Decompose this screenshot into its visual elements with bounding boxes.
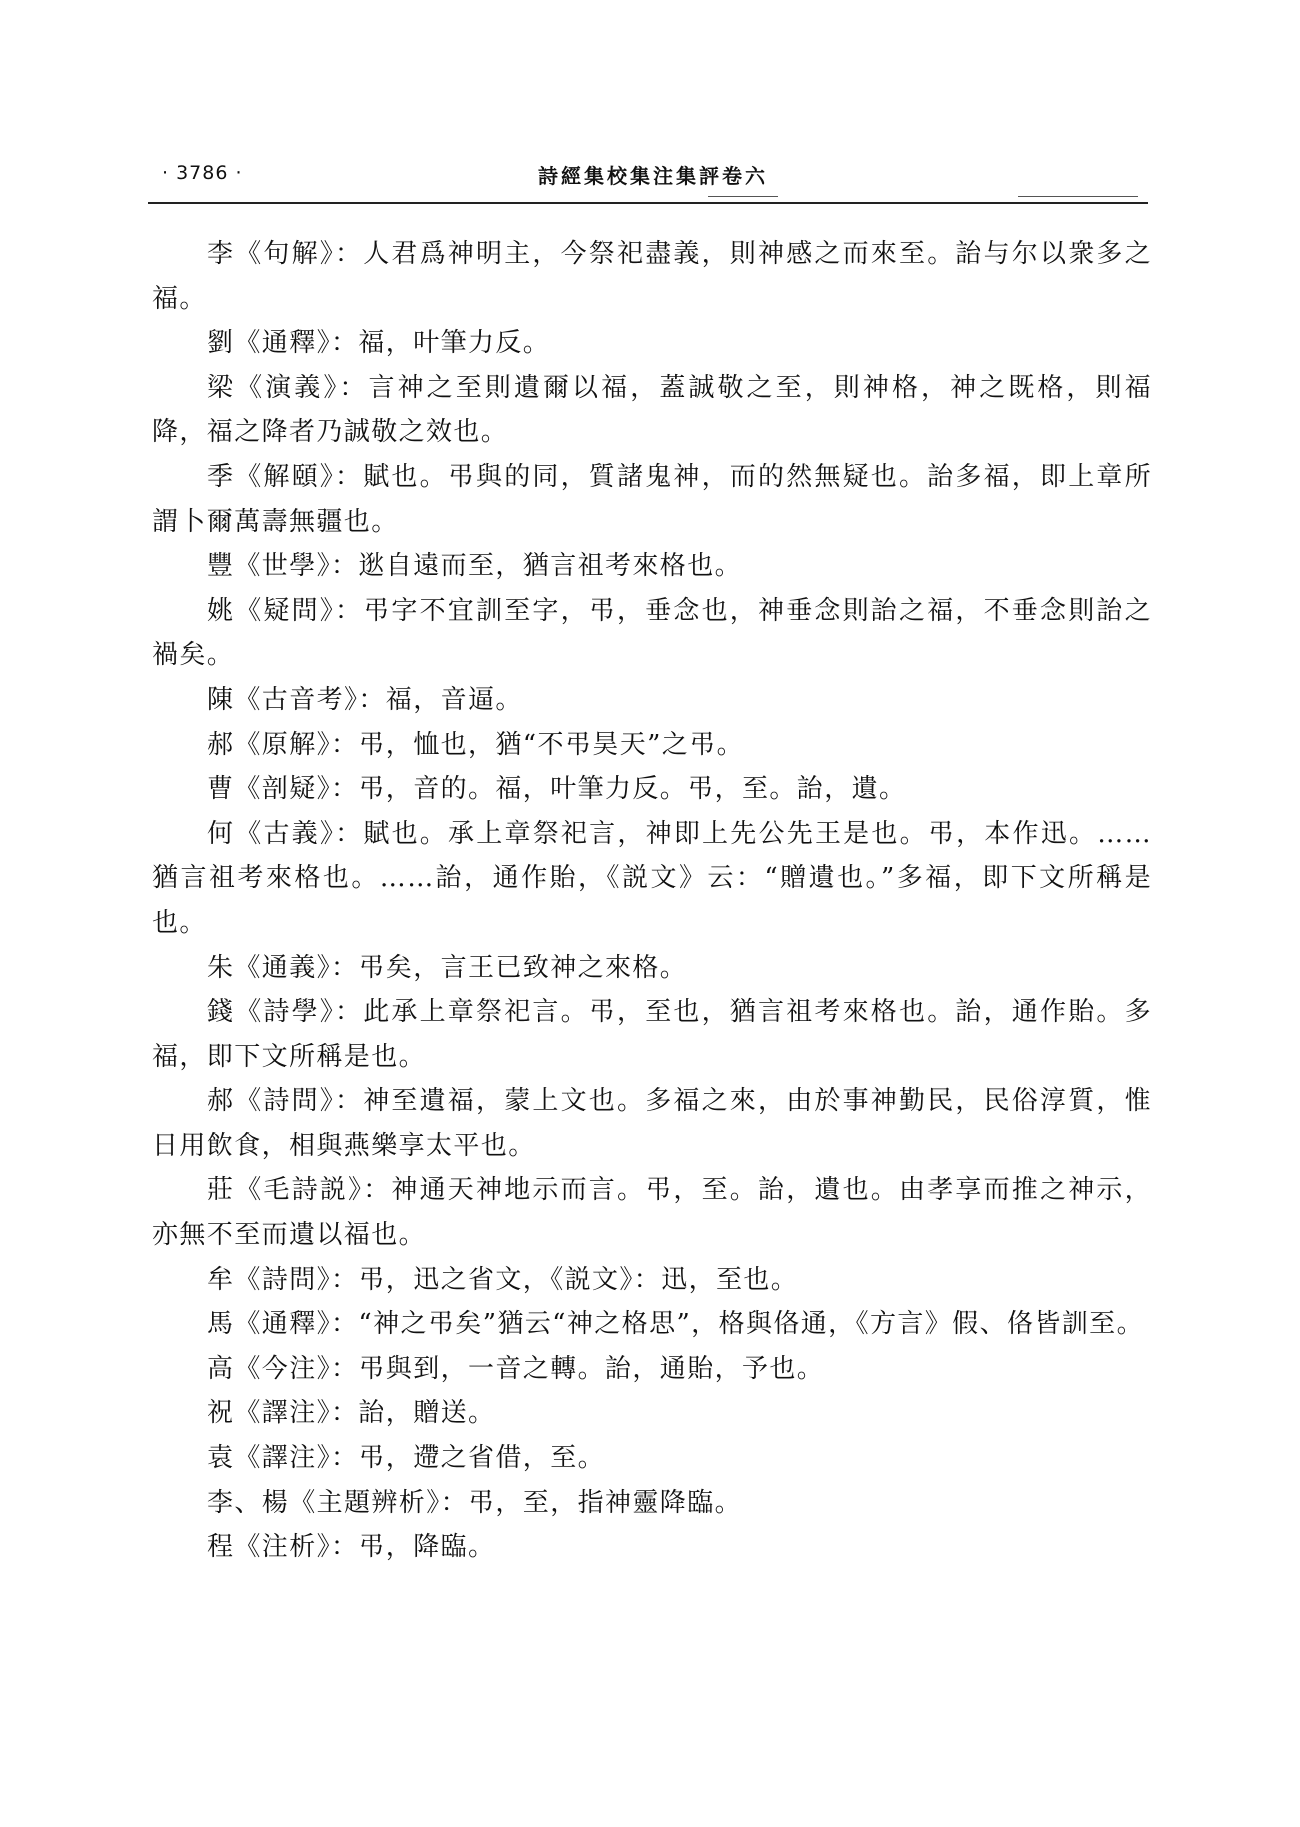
commentary-entry: 姚《疑問》：弔字不宜訓至字，弔，垂念也，神垂念則詒之福，不垂念則詒之禍矣。	[152, 595, 1152, 671]
commentary-entry: 程《注析》：弔，降臨。	[207, 1532, 496, 1563]
commentary-entry: 朱《通義》：弔矣，言王已致神之來格。	[207, 952, 688, 983]
commentary-entry: 豐《世學》：逖自遠而至，猶言祖考來格也。	[207, 551, 743, 582]
commentary-entry: 郝《原解》：弔，恤也，猶“不弔昊天”之弔。	[207, 729, 744, 760]
commentary-entry: 劉《通釋》：福，叶筆力反。	[207, 328, 551, 359]
commentary-entry: 祝《譯注》：詒，贈送。	[207, 1398, 496, 1429]
commentary-entry: 梁《演義》：言神之至則遺爾以福，蓋誠敬之至，則神格，神之既格，則福降，福之降者乃誠敬之效也。	[152, 372, 1152, 448]
commentary-entry: 何《古義》：賦也。承上章祭祀言，神即上先公先王是也。弔，本作迅。……猶言祖考來格也。……詒，通作貽，《説文》云：“贈遺也。”多福，即下文所稱是也。	[152, 818, 1152, 938]
commentary-body	[152, 232, 1152, 1570]
commentary-entry: 李、楊《主題辨析》：弔，至，指神靈降臨。	[207, 1487, 743, 1518]
commentary-entry: 牟《詩問》：弔，迅之省文，《説文》：迅，至也。	[207, 1264, 799, 1295]
header-rule	[148, 202, 1148, 204]
header-rule-accent	[1018, 196, 1138, 197]
commentary-entry: 莊《毛詩説》：神通天神地示而言。弔，至。詒，遺也。由孝享而推之神示，亦無不至而遺以福也。	[152, 1175, 1152, 1251]
commentary-entry: 郝《詩問》：神至遺福，蒙上文也。多福之來，由於事神勤民，民俗淳質，惟日用飲食，相與燕樂享太平也。	[152, 1086, 1152, 1161]
commentary-entry: 錢《詩學》：此承上章祭祀言。弔，至也，猶言祖考來格也。詒，通作貽。多福，即下文所稱是也。	[152, 997, 1152, 1072]
page-number: · 3786 ·	[162, 162, 243, 184]
commentary-entry: 季《解頤》：賦也。弔與的同，質諸鬼神，而的然無疑也。詒多福，即上章所謂卜爾萬壽無疆也。	[152, 461, 1152, 537]
book-title: 詩經集校集注集評卷六	[538, 164, 768, 188]
running-head	[148, 158, 1148, 198]
commentary-entry: 曹《剖疑》：弔，音的。福，叶筆力反。弔，至。詒，遺。	[207, 774, 907, 805]
commentary-entry: 高《今注》：弔與到，一音之轉。詒，通貽，予也。	[207, 1353, 825, 1384]
header-rule-accent	[708, 196, 778, 197]
commentary-entry: 袁《譯注》：弔，遰之省借，至。	[207, 1443, 606, 1474]
commentary-entry: 馬《通釋》：“神之弔矣”猶云“神之格思”，格與佫通，《方言》假、佫皆訓至。	[207, 1309, 1144, 1340]
commentary-entry: 李《句解》：人君爲神明主，今祭祀盡義，則神感之而來至。詒与尔以衆多之福。	[152, 239, 1152, 314]
commentary-entry: 陳《古音考》：福，音逼。	[207, 684, 523, 715]
